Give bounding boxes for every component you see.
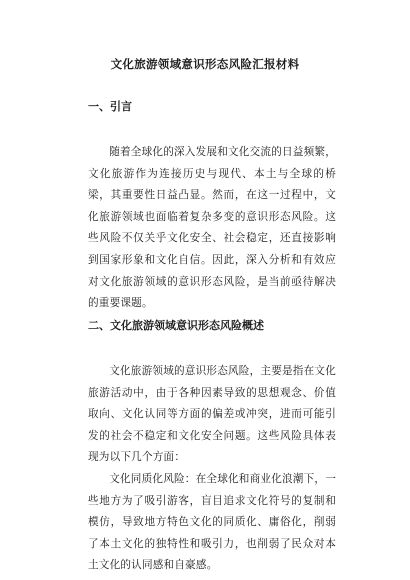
paragraph-risk-definition: 文化旅游领域的意识形态风险，主要是指在文化旅游活动中，由于各种因素导致的思想观念、价值取向、文化认同等方面的偏差或冲突，进而可能引发的社会不稳定和文化安全问题。这些风险具体表现为以下几个方面： xyxy=(88,365,336,464)
paragraph-introduction: 随着全球化的深入发展和文化交流的日益频繁，文化旅游作为连接历史与现代、本土与全球的桥梁，其重要性日益凸显。然而，在这一过程中，文化旅游领域也面临着复杂多变的意识形态风险。这些风险不仅关乎文化安全、社会稳定，还直接影响到国家形象和文化自信。因此，深入分析和有效应对文化旅游领域的意识形态风险，是当前亟待解决的重要课题。 xyxy=(88,146,336,310)
document-title: 文化旅游领域意识形态风险汇报材料 xyxy=(110,57,300,71)
section-heading-risk-overview: 二、文化旅游领域意识形态风险概述 xyxy=(88,319,264,332)
paragraph-cultural-homogenization-risk: 文化同质化风险：在全球化和商业化浪潮下，一些地方为了吸引游客，盲目追求文化符号的复制和模仿，导致地方特色文化的同质化、庸俗化，削弱了本土文化的独特性和吸引力，也削弱了民众对本土文化的认同感和自豪感。 xyxy=(88,473,336,572)
section-heading-introduction: 一、引言 xyxy=(88,100,132,113)
